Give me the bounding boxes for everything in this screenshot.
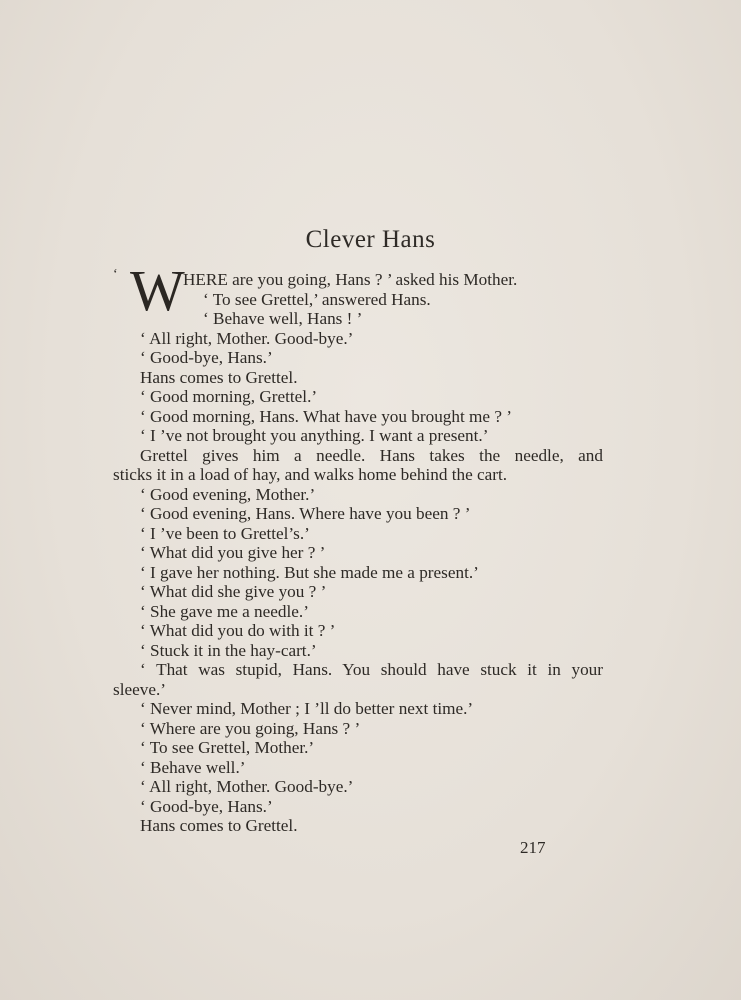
text-line: sticks it in a load of hay, and walks home behind the cart. (113, 465, 508, 484)
page-number: 217 (520, 838, 546, 857)
text-line: ‘ What did you do with it ? ’ (140, 621, 336, 640)
text-line: sleeve.’ (113, 679, 166, 699)
dropcap-open-quote: ‘ (113, 267, 118, 282)
text-line: ‘ I ’ve been to Grettel’s.’ (140, 523, 310, 543)
text-line: ‘ Good evening, Hans. Where have you been ? ’ (140, 504, 471, 523)
text-line: ‘ Stuck it in the hay-cart.’ (140, 640, 317, 660)
text-line: ‘ She gave me a needle.’ (140, 601, 309, 621)
dropcap-letter: W (130, 258, 183, 323)
chapter-title: Clever Hans (305, 226, 436, 253)
text-line: ‘ All right, Mother. Good-bye.’ (140, 328, 354, 348)
text-line: ‘ All right, Mother. Good-bye.’ (140, 777, 354, 796)
text-line: Hans comes to Grettel. (140, 816, 298, 835)
text-line: ‘ Behave well.’ (140, 757, 246, 777)
text-line: ‘ I gave her nothing. But she made me a present.’ (140, 562, 479, 582)
text-line: ‘ Behave well, Hans ! ’ (203, 309, 363, 328)
text-line: ‘ Where are you going, Hans ? ’ (140, 718, 361, 738)
text-line: Grettel gives him a needle. Hans takes the needle, and (140, 445, 603, 465)
text-line: ‘ Good-bye, Hans.’ (140, 796, 273, 816)
text-line: ‘ What did you give her ? ’ (140, 543, 326, 562)
text-line: ‘ Good-bye, Hans.’ (140, 348, 273, 367)
text-line: ‘ What did she give you ? ’ (140, 582, 327, 601)
text-line: ‘ Good evening, Mother.’ (140, 484, 316, 504)
text-line: ‘ Good morning, Grettel.’ (140, 387, 318, 406)
text-line: ‘ To see Grettel,’ answered Hans. (203, 289, 431, 309)
first-line-text: HERE are you going, Hans ? ’ asked his Mother. (183, 270, 518, 289)
text-line: ‘ I ’ve not brought you anything. I want a present.’ (140, 426, 489, 445)
text-line: ‘ To see Grettel, Mother.’ (140, 738, 315, 757)
text-line: ‘ Never mind, Mother ; I ’ll do better next time.’ (140, 699, 474, 718)
body-text (113, 267, 603, 836)
text-line: Hans comes to Grettel. (140, 367, 298, 387)
text-line: ‘ That was stupid, Hans. You should have stuck it in your (140, 660, 603, 679)
text-line: ‘ Good morning, Hans. What have you brought me ? ’ (140, 406, 512, 426)
